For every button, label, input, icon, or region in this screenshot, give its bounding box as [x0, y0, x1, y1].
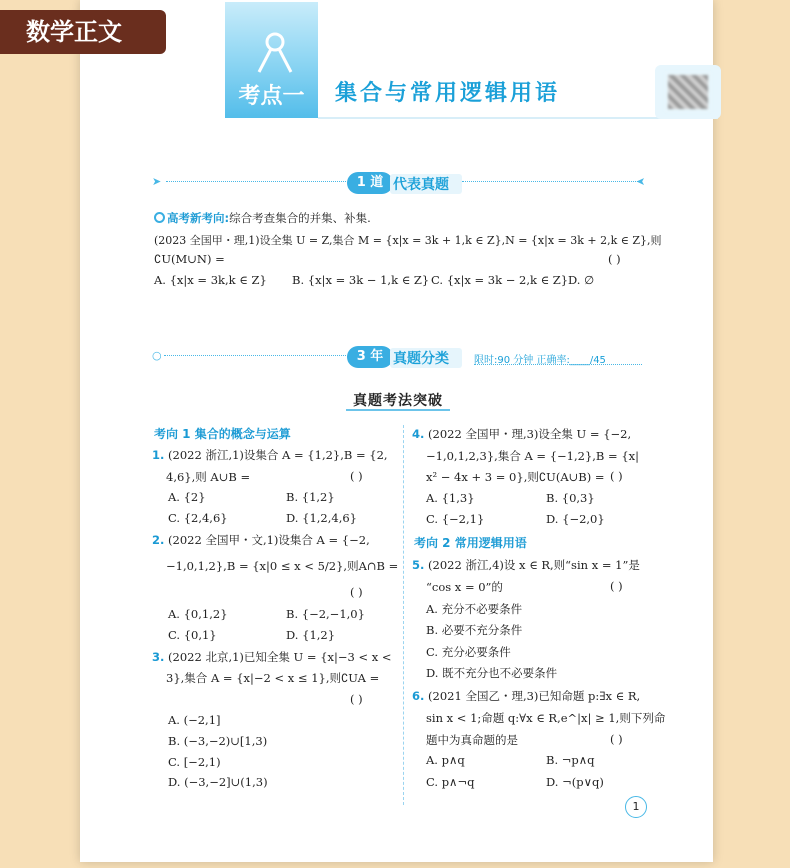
- q6-option-a: A. p∧q: [426, 753, 465, 767]
- textbook-page: [80, 0, 713, 862]
- section-badge: [347, 172, 393, 194]
- q4-option-d: D. {−2,0}: [546, 512, 605, 526]
- dotted-line: [166, 181, 346, 182]
- q0-line2: ∁U(M∪N) =: [154, 252, 225, 266]
- badge-unit: 道: [370, 175, 384, 190]
- q5-paren: ( ): [610, 579, 623, 593]
- section-name: 代表真题: [393, 177, 449, 193]
- topic-tab: [225, 2, 318, 118]
- q1-line1: [152, 447, 388, 463]
- q2-number: 2.: [152, 533, 165, 547]
- column-divider: [403, 425, 404, 805]
- q5-option-c: C. 充分必要条件: [426, 645, 511, 659]
- section-main-title: 真题考法突破: [353, 393, 443, 409]
- chapter-title: 集合与常用逻辑用语: [335, 81, 561, 106]
- q6-option-b: B. ¬p∧q: [546, 753, 595, 767]
- q2-option-a: A. {0,1,2}: [168, 607, 228, 621]
- q3-option-d: D. (−3,−2]∪(1,3): [168, 775, 268, 789]
- qr-code-icon: [665, 72, 711, 112]
- new-direction-label: 高考新考向:: [167, 211, 230, 225]
- category-tag: 数学正文: [0, 10, 166, 54]
- q6-option-c: C. p∧¬q: [426, 775, 475, 789]
- q5-line1: [412, 557, 640, 573]
- q0-answer-paren: ( ): [608, 252, 621, 266]
- q1-option-b: B. {1,2}: [286, 490, 335, 504]
- q3-line1: [152, 649, 392, 665]
- circle-dot-icon: ○: [152, 349, 162, 362]
- q3-text: (2022 北京,1)已知全集 U = {x|−3 < x <: [164, 650, 392, 664]
- q6-option-d: D. ¬(p∨q): [546, 775, 604, 789]
- q3-number: 3.: [152, 650, 165, 664]
- double-arrow-icon: ➤: [152, 175, 162, 188]
- q1-option-a: A. {2}: [168, 490, 206, 504]
- q2-line2: −1,0,1,2},B = {x|0 ≤ x < 5/2},则A∩B =: [166, 559, 399, 573]
- q2-option-b: B. {−2,−1,0}: [286, 607, 365, 621]
- dotted-line: [474, 364, 642, 365]
- section-bar-representative: [152, 172, 652, 192]
- q3-paren: ( ): [350, 692, 363, 706]
- q6-text: (2021 全国乙・理,3)已知命题 p:∃x ∈ R,: [424, 689, 641, 703]
- q1-number: 1.: [152, 448, 165, 462]
- section-bar-classified: [152, 346, 652, 366]
- q5-number: 5.: [412, 558, 425, 572]
- direction-2-heading: 考向 2 常用逻辑用语: [414, 536, 527, 550]
- q1-option-c: C. {2,4,6}: [168, 511, 228, 525]
- topic-tab-label: 考点一: [238, 84, 305, 109]
- q2-line1: [152, 532, 370, 548]
- q4-text: (2022 全国甲・理,3)设全集 U = {−2,: [424, 427, 632, 441]
- badge-unit: 年: [370, 349, 384, 364]
- section-name: 真题分类: [393, 351, 449, 367]
- q6-line3: 题中为真命题的是: [426, 733, 518, 747]
- q0-option-a: A. {x|x = 3k,k ∈ Z}: [154, 273, 267, 287]
- time-limit-accuracy: 限时:90 分钟 正确率:____/45: [474, 355, 606, 366]
- q1-text: (2022 浙江,1)设集合 A = {1,2},B = {2,: [164, 448, 388, 462]
- chapter-header: [150, 0, 650, 120]
- q5-option-a: A. 充分不必要条件: [426, 602, 523, 616]
- q0-option-d: D. ∅: [568, 273, 595, 287]
- compass-ruler-icon: [245, 16, 305, 76]
- q3-option-c: C. [−2,1): [168, 755, 221, 769]
- q4-option-b: B. {0,3}: [546, 491, 595, 505]
- q5-text: (2022 浙江,4)设 x ∈ R,则“sin x = 1”是: [424, 558, 640, 572]
- q4-paren: ( ): [610, 469, 623, 483]
- target-icon: [154, 212, 165, 223]
- q4-option-c: C. {−2,1}: [426, 512, 485, 526]
- title-underline: [346, 409, 450, 411]
- q6-paren: ( ): [610, 732, 623, 746]
- direction-1-heading: 考向 1 集合的概念与运算: [154, 427, 291, 441]
- q1-line2: 4,6},则 A∪B =: [166, 470, 251, 484]
- q4-line3: x² − 4x + 3 = 0},则∁U(A∪B) =: [426, 470, 605, 484]
- q5-option-b: B. 必要不充分条件: [426, 623, 523, 637]
- q6-number: 6.: [412, 689, 425, 703]
- page-number: 1: [625, 796, 647, 818]
- q3-option-a: A. (−2,1]: [168, 713, 221, 727]
- q0-option-c: C. {x|x = 3k − 2,k ∈ Z}: [431, 273, 569, 287]
- q0-option-b: B. {x|x = 3k − 1,k ∈ Z}: [292, 273, 430, 287]
- q4-option-a: A. {1,3}: [426, 491, 475, 505]
- q0-line1: (2023 全国甲・理,1)设全集 U = Z,集合 M = {x|x = 3k + 1,k ∈ Z},N = {x|x = 3k + 2,k ∈ Z},则: [154, 234, 662, 247]
- q2-option-c: C. {0,1}: [168, 628, 217, 642]
- badge-number: 1: [356, 175, 366, 190]
- q2-paren: ( ): [350, 585, 363, 599]
- double-arrow-icon: ➤: [636, 175, 646, 188]
- dotted-line: [462, 181, 640, 182]
- q4-number: 4.: [412, 427, 425, 441]
- q2-text: (2022 全国甲・文,1)设集合 A = {−2,: [164, 533, 370, 547]
- q3-line2: 3},集合 A = {x|−2 < x ≤ 1},则∁UA =: [166, 671, 380, 685]
- q6-line1: [412, 688, 640, 704]
- q1-option-d: D. {1,2,4,6}: [286, 511, 357, 525]
- q5-line2: “cos x = 0”的: [426, 580, 503, 594]
- q5-option-d: D. 既不充分也不必要条件: [426, 666, 558, 680]
- new-direction-text: 综合考查集合的并集、补集.: [229, 211, 371, 225]
- q6-line2: sin x < 1;命题 q:∀x ∈ R,e^|x| ≥ 1,则下列命: [426, 711, 666, 725]
- section-badge: [347, 346, 393, 368]
- badge-number: 3: [356, 349, 366, 364]
- q1-paren: ( ): [350, 469, 363, 483]
- q3-option-b: B. (−3,−2)∪[1,3): [168, 734, 268, 748]
- q2-option-d: D. {1,2}: [286, 628, 336, 642]
- dotted-line: [164, 355, 346, 356]
- new-direction-note: [154, 210, 371, 226]
- q4-line1: [412, 426, 631, 442]
- q4-line2: −1,0,1,2,3},集合 A = {−1,2},B = {x|: [426, 449, 640, 463]
